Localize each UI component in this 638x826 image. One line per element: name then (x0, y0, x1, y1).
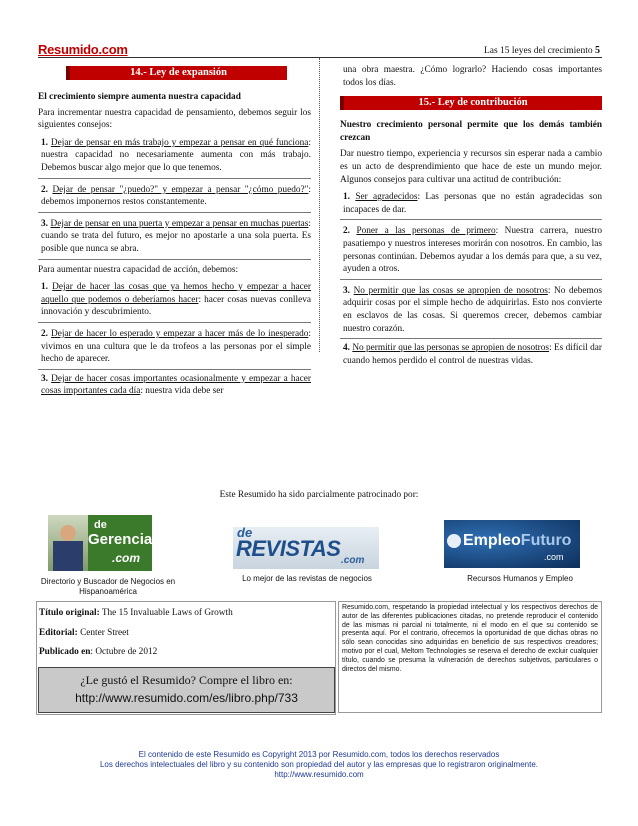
list-item (340, 189, 602, 220)
logo-prefix: Resumido (38, 42, 99, 57)
item-title: Dejar de hacer cosas importantes ocasionalmente y empezar a hacer cosas importantes cada día (41, 373, 311, 397)
futuro-word: Futuro (520, 532, 572, 549)
book-title-value: The 15 Invaluable Laws of Growth (101, 608, 233, 618)
empleo-word: Empleo (463, 532, 521, 549)
person-suit (53, 541, 83, 571)
list-item (340, 283, 602, 339)
item-title: Dejar de hacer lo esperado y empezar a hacer más de lo inesperado (50, 328, 309, 339)
page-header (484, 45, 600, 56)
derevistas-main: REVISTAS (236, 536, 341, 561)
column-divider (319, 58, 320, 352)
item-text: : nuestra capacidad no necesariamente aumenta con más trabajo. Debemos buscar algo mejor que lo que tenemos. (41, 137, 311, 173)
law14-intro2: Para aumentar nuestra capacidad de acción, debemos: (38, 264, 239, 275)
item-title: Dejar de pensar en una puerta y empezar a pensar en muchas puertas (50, 218, 309, 229)
book-publisher-value: Center Street (80, 628, 129, 638)
item-text: : Es difícil dar cuando hemos perdido el control de nuestras vidas. (343, 343, 602, 366)
law15-intro: Dar nuestro tiempo, experiencia y recursos sin esperar nada a cambio es un acto de desprendimiento que hace de este un mundo mejor. Algunos consejos para cultivar una actitud de contribución: (340, 149, 602, 185)
buy-book-cta[interactable] (38, 667, 335, 713)
degerencia-top: de (94, 519, 107, 531)
empleofuturo-caption: Recursos Humanos y Empleo (467, 574, 573, 583)
empleofuturo-dot: .com (544, 552, 564, 562)
derevistas-top: de (237, 527, 253, 540)
list-item (38, 182, 311, 213)
item-number: 2. (41, 184, 48, 195)
logo-suffix: .com (98, 42, 128, 57)
item-title: Dejar de pensar "¿puedo?" y empezar a pensar "¿cómo puedo?" (52, 184, 309, 195)
book-published-value: : Octubre de 2012 (90, 647, 158, 657)
derevistas-caption: Lo mejor de las revistas de negocios (242, 574, 372, 583)
empleofuturo-wordmark (463, 532, 571, 550)
book-published-label: Publicado en (39, 647, 91, 657)
list-item (38, 135, 311, 179)
law14-intro: Para incrementar nuestra capacidad de pensamiento, debemos seguir los siguientes consejos: (38, 107, 311, 131)
book-info-box (36, 601, 336, 715)
page-number: 5 (595, 45, 600, 56)
footer-copyright: El contenido de este Resumido es Copyright 2013 por Resumido.com, todos los derechos reservados (138, 750, 500, 759)
list-item (38, 326, 311, 370)
item-title: No permitir que las personas se apropien de nosotros (352, 343, 550, 354)
globe-icon (447, 534, 461, 548)
person-head (60, 525, 76, 541)
degerencia-main: Gerencia (88, 531, 152, 548)
item-title: Dejar de pensar en más trabajo y empezar a pensar en qué funciona (50, 137, 309, 148)
item-text: : cuando se trata del futuro, es mejor no apostarle a una sola puerta. Es posible que nunca se abra. (41, 218, 312, 254)
footer-rights: Los derechos intelectuales del libro y su contenido son propiedad del autor y las empresas que lo registraron originalmente. (99, 760, 539, 769)
buy-book-link[interactable]: http://www.resumido.com/es/libro.php/733 (75, 691, 298, 705)
item-number: 3. (41, 218, 48, 229)
law15-subheading-text: Nuestro crecimiento personal permite que los demás también crezcan (340, 120, 602, 143)
list-item (340, 342, 602, 367)
law15-subheading (340, 119, 602, 144)
book-published-row (39, 647, 157, 657)
sponsor-caption: Este Resumido ha sido parcialmente patrocinado por: (219, 490, 419, 500)
item-text: : Nuestra carrera, nuestro pasatiempo y nuestros intereses morirán con nosotros. En cambio, las personas continúan. Debemos ayudar a los demás para que, a su vez, ayuden a otros. (343, 226, 603, 275)
page-title: Las 15 leyes del crecimiento (483, 46, 593, 56)
item-number: 1. (343, 192, 350, 203)
degerencia-logo[interactable] (48, 515, 152, 571)
item-text: : No debemos adquirir cosas por el simple hecho de adquirirlas. Esto nos convierte en esclavos de las cosas. Si queremos crecer, debemos cambiar nuestro corazón. (343, 285, 602, 334)
law15-column (340, 64, 602, 367)
law15-heading: 15.- Ley de contribución (340, 96, 602, 110)
cta-question: ¿Le gustó el Resumido? Compre el libro en: (80, 673, 293, 687)
law14-column (38, 66, 311, 398)
law14-continuation: una obra maestra. ¿Cómo lograrlo? Haciendo cosas importantes todos los días. (343, 65, 602, 88)
item-number: 2. (41, 328, 48, 339)
list-item (340, 223, 602, 279)
item-text: : hacer cosas nuevas conlleva innovación y descubrimiento. (41, 294, 311, 318)
item-number: 4. (343, 343, 350, 354)
item-title: Ser agradecidos (355, 192, 418, 203)
list-item (38, 279, 311, 323)
list-item (38, 216, 311, 260)
law14-subheading (38, 91, 311, 104)
item-title: Dejar de hacer las cosas que ya hemos hecho y empezar a hacer aquello que podemos o deberíamos hacer (41, 282, 311, 305)
item-number: 1. (41, 282, 48, 293)
derevistas-dot: .com (341, 555, 365, 566)
law14-subheading-text: El crecimiento siempre aumenta nuestra capacidad (38, 92, 241, 102)
item-text: : nuestra vida debe ser (140, 386, 224, 397)
item-text: : vivimos en una cultura que le da trofeos a las personas por el simple hecho de aparecer. (41, 328, 311, 365)
list-item (38, 373, 311, 398)
item-text: : Las personas que no están agradecidas son incapaces de dar. (343, 192, 602, 215)
book-publisher-label: Editorial: (39, 628, 78, 638)
degerencia-caption: Directorio y Buscador de Negocios en Hispanoamérica (40, 577, 176, 596)
item-number: 3. (343, 285, 350, 296)
item-title: Poner a las personas de primero (356, 226, 496, 237)
header-divider (38, 57, 602, 58)
item-number: 2. (343, 226, 350, 237)
degerencia-dot: .com (112, 551, 141, 565)
book-publisher-row (39, 628, 129, 638)
law14-heading: 14.- Ley de expansión (66, 66, 287, 80)
item-number: 3. (41, 373, 48, 384)
book-title-row (39, 608, 233, 618)
disclaimer: Resumido.com, respetando la propiedad intelectual y los respectivos derechos de autor de las diferentes publicaciones citadas, no pretende reproducir el contenido de las mismas ni parcial ni totalmente, ni el modo en el que su contenido se presenta aquí. Por el contrario, ofrecemos la oportunidad de que dichas obras no sólo sean conocidas sino adquiridas en beneficio de sus respectivos creadores; motivo por el cual, Meltom Technologies se reserva el derecho de excluir cualquier título, cuando se presuma la vulneración de derechos subjetivos, particulares o directos del mismo. (338, 601, 602, 713)
item-text: : debemos imponernos restos constantemente. (41, 184, 312, 208)
item-title: No permitir que las cosas se apropien de nosotros (353, 285, 548, 296)
derevistas-logo[interactable] (233, 527, 379, 569)
item-number: 1. (41, 137, 48, 148)
resumido-logo[interactable] (38, 42, 128, 57)
footer-url[interactable]: http://www.resumido.com (274, 770, 364, 779)
empleofuturo-logo[interactable] (444, 520, 580, 568)
book-title-label: Título original: (39, 608, 100, 618)
